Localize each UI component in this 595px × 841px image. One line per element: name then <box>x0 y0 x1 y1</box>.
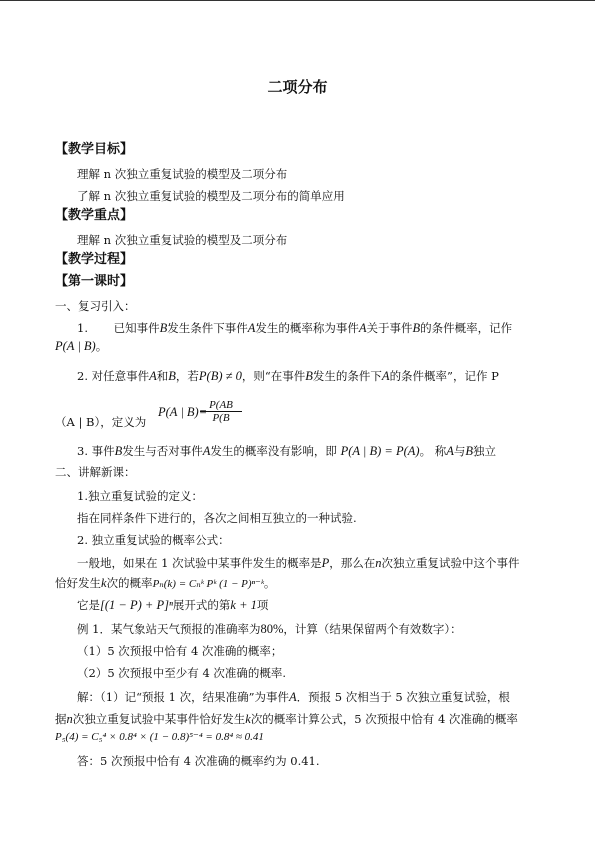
solution-line2 <box>55 712 518 726</box>
paragraph-text: 次独立重复试验中这个事件 <box>381 556 520 570</box>
example-question-1: （1）5 次预报中恰有 4 次准确的概率； <box>77 644 283 658</box>
paragraph-text: 次的概率 <box>106 576 153 590</box>
paragraph-text: 一般地，如果在 1 次试验中某事件发生的概率是 <box>77 556 322 570</box>
goal-item-1: 理解 n 次独立重复试验的模型及二项分布 <box>77 167 288 181</box>
review-item-1-text: 已知事件 <box>113 321 160 335</box>
solution-formula: P₅(4) = C₅⁴ × 0.8⁴ × (1 − 0.8)⁵⁻⁴ = 0.8⁴ ≈ 0.41 <box>55 731 264 743</box>
math-var: n <box>375 556 382 570</box>
definition-fraction <box>200 399 242 425</box>
review-item-3 <box>77 444 496 458</box>
solution-line1 <box>77 690 510 704</box>
paragraph-text: 项 <box>256 598 269 612</box>
review-item-2-text: 的条件概率”，记作 P <box>389 369 499 383</box>
review-item-2-text: 发生的条件下 <box>312 369 382 383</box>
accuracy-rate: 80% <box>260 622 284 636</box>
section-review-title: 一、复习引入： <box>55 299 136 313</box>
punctuation: 。 <box>95 339 108 353</box>
review-item-2-line2: （A | B），定义为 <box>55 415 147 429</box>
independence-formula: P(A | B) = P(A) <box>340 444 420 458</box>
review-item-2-text: 2. 对任意事件 <box>77 369 150 383</box>
review-item-2-text: ，若 <box>175 369 199 383</box>
binomial-probability-formula: Pₙ(k) = Cₙᵏ Pᵏ (1 − P)ⁿ⁻ᵏ <box>152 578 264 590</box>
term-index-formula: k + 1 <box>230 598 257 612</box>
paragraph-text: 展开式的第 <box>172 598 231 612</box>
math-var: A <box>288 690 297 704</box>
math-var: B <box>412 321 421 335</box>
example-text: 例 1．某气象站天气预报的准确率为 <box>77 622 261 636</box>
paragraph-text: 它是 <box>77 598 100 612</box>
review-item-1-text: 发生的概率称为事件 <box>255 321 359 335</box>
example-answer: 答：5 次预报中恰有 4 次准确的概率约为 0.41. <box>77 754 320 768</box>
math-var: k <box>101 576 107 590</box>
review-item-1-formula-line <box>55 339 107 353</box>
solution-text: 次的概率计算公式，5 次预报中恰有 4 次准确的概率 <box>250 712 518 726</box>
expansion-line <box>77 598 268 612</box>
math-var: A <box>381 369 390 383</box>
heading-teaching-focus: 【教学重点】 <box>55 208 134 223</box>
review-item-2-text: ，则“在事件 <box>241 369 306 383</box>
page-top-rule <box>0 0 595 1</box>
binomial-expansion-formula: [(1 − P) + P]ⁿ <box>100 598 173 612</box>
math-var: A <box>149 369 157 383</box>
review-item-1 <box>77 321 512 335</box>
solution-text: ．预报 5 次相当于 5 次独立重复试验，根 <box>296 690 510 704</box>
definition-lhs: P(A | B)= <box>158 405 208 419</box>
math-var: A <box>202 444 211 458</box>
solution-text: 次独立重复试验中某事件恰好发生 <box>72 712 246 726</box>
solution-text: 据 <box>55 712 67 726</box>
math-var: B <box>305 369 313 383</box>
math-var: B <box>168 369 176 383</box>
example-text: ，计算（结果保留两个有效数字）： <box>283 622 462 636</box>
focus-item-1: 理解 n 次独立重复试验的模型及二项分布 <box>77 233 288 247</box>
formula-paragraph-line1 <box>77 556 520 570</box>
paragraph-text: ，那么在 <box>329 556 376 570</box>
definition-title: 1.独立重复试验的定义： <box>77 489 203 503</box>
goal-item-2: 了解 n 次独立重复试验的模型及二项分布的简单应用 <box>77 189 345 203</box>
review-item-3-text: 发生的概率没有影响，即 <box>210 444 337 458</box>
review-item-3-text: 与 <box>453 444 466 458</box>
fraction-denominator: P(B <box>212 412 230 424</box>
math-var: B <box>159 321 168 335</box>
review-item-3-text: 发生与否对事件 <box>122 444 203 458</box>
review-item-3-text: 3. 事件 <box>77 444 115 458</box>
review-item-1-number: 1. <box>77 321 88 335</box>
review-item-1-text: 关于事件 <box>366 321 413 335</box>
paragraph-text: 恰好发生 <box>55 576 101 590</box>
conditional-probability-formula: P(A | B) <box>55 339 96 353</box>
math-var: P <box>321 556 330 570</box>
punctuation: 。 <box>263 576 276 590</box>
page-title: 二项分布 <box>267 78 328 96</box>
formula-title: 2. 独立重复试验的概率公式： <box>77 533 230 547</box>
heading-teaching-process: 【教学过程】 <box>55 252 134 267</box>
heading-first-lesson: 【第一课时】 <box>55 274 134 289</box>
example-question-2: （2）5 次预报中至少有 4 次准确的概率. <box>77 666 287 680</box>
formula-paragraph-line2 <box>55 576 275 591</box>
definition-text: 指在同样条件下进行的，各次之间相互独立的一种试验. <box>77 511 357 525</box>
fraction-numerator: P(AB <box>200 399 242 412</box>
review-item-1-text: 发生条件下事件 <box>167 321 248 335</box>
review-item-1-text: 的条件概率，记作 <box>420 321 513 335</box>
section-new-lesson-title: 二、讲解新课： <box>55 465 136 479</box>
nonzero-condition-formula: P(B) ≠ 0 <box>198 369 242 383</box>
math-var: A <box>247 321 256 335</box>
math-var: n <box>66 712 73 726</box>
review-item-2 <box>77 369 499 383</box>
math-var: k <box>245 712 251 726</box>
math-var: B <box>465 444 473 458</box>
math-var: A <box>446 444 454 458</box>
math-var: B <box>114 444 123 458</box>
review-item-3-text: 独立 <box>473 444 496 458</box>
solution-text: 解：（1）记“预报 1 次，结果准确”为事件 <box>77 690 289 704</box>
math-var: A <box>358 321 367 335</box>
review-item-2-text: 和 <box>156 369 169 383</box>
example-title <box>77 622 462 636</box>
heading-teaching-goal: 【教学目标】 <box>55 142 134 157</box>
review-item-3-text: 。 称 <box>419 444 447 458</box>
